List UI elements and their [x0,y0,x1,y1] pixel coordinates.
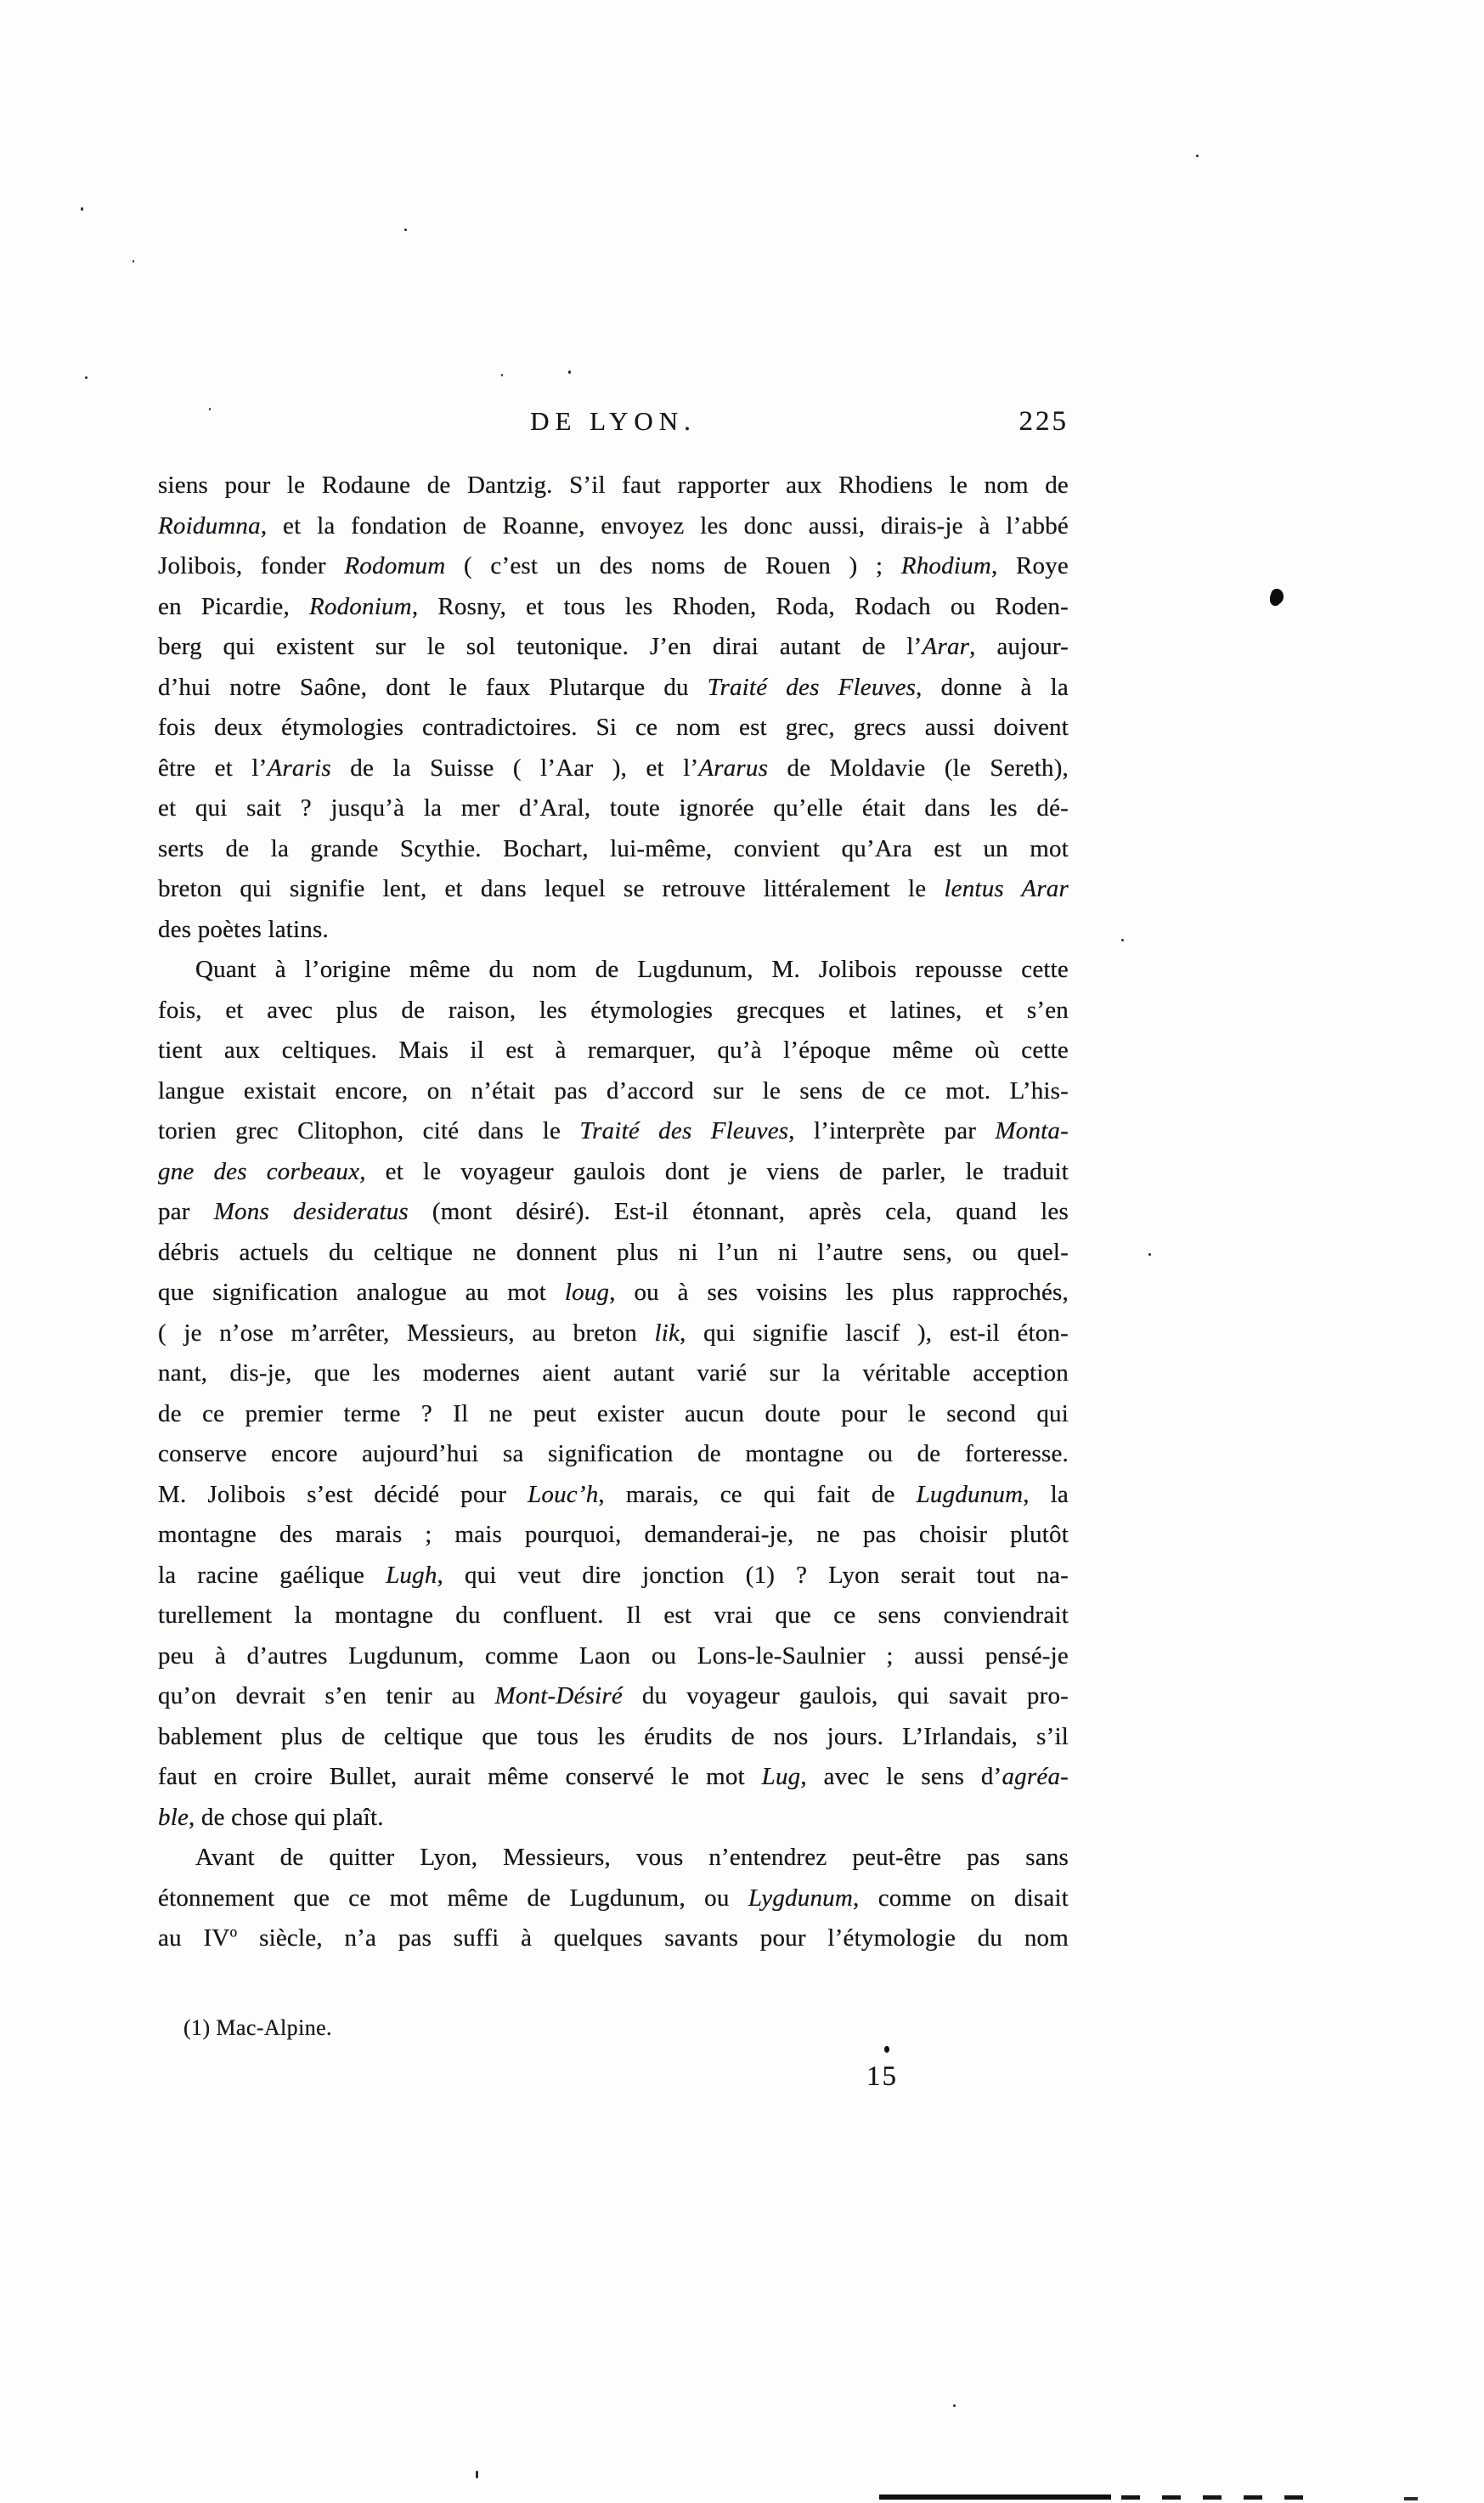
text-segment: , qui veut dire jonction (1) ? Lyon serait tout na- [437,1561,1069,1589]
italic-text: ble [158,1803,189,1831]
italic-text: Lygdunum [748,1884,853,1912]
text-line [158,587,1069,628]
text-segment: qu’on devrait s’en tenir au [158,1682,495,1709]
scan-edge-bar [879,2495,1111,2500]
text-line [158,1394,1069,1435]
text-segment: ( je n’ose m’arrêter, Messieurs, au breton [158,1319,655,1347]
text-segment: , Rosny, et tous les Rhoden, Roda, Rodach ou Roden- [411,592,1069,620]
italic-text: Rhodium [900,552,991,579]
text-line [158,950,1069,991]
italic-text: Arar [922,633,970,660]
footnote: (1) Mac-Alpine. [183,2015,332,2040]
text-segment: Avant de quitter Lyon, Messieurs, vous n’entendrez peut-être pas sans [195,1844,1069,1871]
text-segment: d’hui notre Saône, dont le faux Plutarque du [158,673,708,701]
text-line [158,749,1069,789]
text-line [158,1879,1069,1919]
text-segment: , de chose qui plaît. [189,1803,384,1831]
superscript-text: o [229,1923,238,1941]
scan-speck [404,229,407,231]
text-line [158,1071,1069,1112]
text-segment: torien grec Clitophon, cité dans le [158,1117,580,1144]
text-segment: turellement la montagne du confluent. Il est vrai que ce sens conviendrait [158,1602,1069,1629]
text-segment: , Roye [990,552,1069,579]
text-line [158,1152,1069,1193]
scan-speck [476,2471,478,2478]
text-segment: , et la fondation de Roanne, envoyez les donc aussi, dirais-je à l’abbé [260,511,1069,540]
text-segment: , marais, ce qui fait de [598,1480,917,1508]
text-segment: en Picardie, [158,592,309,620]
scan-speck [1148,1253,1151,1256]
text-block [158,466,1069,1959]
text-segment: , donne à la [916,673,1069,701]
text-segment: par [158,1198,214,1225]
italic-text: Rodomum [344,552,446,579]
text-line [158,1515,1069,1556]
text-line [158,1798,1069,1839]
text-segment: serts de la grande Scythie. Bochart, lui-même, convient qu’Ara est un mot [158,834,1069,862]
text-line [158,1192,1069,1233]
text-segment: nant, dis-je, que les modernes aient autant varié sur la véritable acception [158,1359,1069,1387]
text-segment: Quant à l’origine même du nom de Lugdunum, M. Jolibois repousse cette [195,956,1069,983]
text-segment: et qui sait ? jusqu’à la mer d’Aral, toute ignorée qu’elle était dans les dé- [158,794,1069,822]
scan-speck [85,376,87,379]
text-line [158,1233,1069,1274]
scan-speck [133,260,134,263]
text-segment: au IV [158,1924,230,1952]
text-line [158,1475,1069,1516]
text-line [158,829,1069,870]
text-segment: breton qui signifie lent, et dans lequel se retrouve littéralement le [158,875,945,902]
text-segment: montagne des marais ; mais pourquoi, demanderai-je, ne pas choisir plutôt [158,1521,1069,1548]
scan-edge-bar-dashes [1121,2495,1323,2500]
text-segment: , aujour- [969,633,1069,660]
text-segment: et le voyageur gaulois dont je viens de parler, le traduit [365,1157,1069,1185]
italic-text: Rodonium [308,592,412,620]
italic-text: Mons desideratus [213,1198,409,1225]
page-number: 225 [1018,406,1069,437]
text-segment: Jolibois, fonder [158,552,345,579]
italic-text: lentus Arar [944,875,1069,902]
italic-text: agréa- [1002,1763,1069,1790]
text-line [158,1273,1069,1314]
text-segment: bablement plus de celtique que tous les érudits de nos jours. L’Irlandais, s’il [158,1722,1069,1750]
italic-text: loug [564,1279,610,1306]
scan-speck [501,374,503,376]
ink-dot [884,2046,889,2053]
text-line [158,1314,1069,1354]
text-line [158,1757,1069,1798]
text-segment: , la [1023,1480,1069,1508]
text-segment: du voyageur gaulois, qui savait pro- [622,1682,1069,1709]
italic-text: Monta- [995,1117,1069,1144]
text-segment: , l’interprète par [788,1117,996,1144]
text-segment: fois deux étymologies contradictoires. Si ce nom est grec, grecs aussi doivent [158,714,1069,741]
text-line [158,466,1069,506]
text-line [158,546,1069,587]
text-line [158,1556,1069,1596]
text-segment: (mont désiré). Est-il étonnant, après cela, quand les [408,1198,1069,1225]
text-line [158,1353,1069,1394]
text-segment: de la Suisse ( l’Aar ), et l’ [330,754,699,782]
page-title: DE LYON. [530,406,697,436]
italic-text: Araris [267,754,331,782]
italic-text: Roidumna [158,511,261,540]
text-segment: siècle, n’a pas suffi à quelques savants pour l’étymologie du nom [237,1924,1069,1952]
text-line [158,1596,1069,1636]
italic-text: Traité des Fleuves [579,1117,789,1144]
scan-speck [81,207,83,211]
text-segment: tient aux celtiques. Mais il est à remarquer, qu’à l’époque même où cette [158,1037,1069,1064]
italic-text: Louc’h [528,1480,599,1508]
scan-speck [1121,939,1124,941]
text-segment: ( c’est un des noms de Rouen ) ; [445,552,901,579]
text-line [158,1111,1069,1152]
italic-text: Traité des Fleuves [707,673,917,701]
text-line [158,668,1069,709]
text-segment: la racine gaélique [158,1561,387,1589]
text-segment: faut en croire Bullet, aurait même conservé le mot [158,1763,762,1790]
italic-text: Lugdunum [916,1480,1024,1508]
text-line [158,1676,1069,1717]
text-line [158,1031,1069,1071]
italic-text: Lugh [386,1561,437,1589]
text-segment: débris actuels du celtique ne donnent plus ni l’un ni l’autre sens, ou quel- [158,1238,1069,1266]
text-line [158,991,1069,1031]
text-line [158,1434,1069,1475]
text-segment: fois, et avec plus de raison, les étymologies grecques et latines, et s’en [158,996,1069,1024]
italic-text: gne des corbeaux, [158,1157,366,1185]
text-segment: , avec le sens d’ [800,1763,1002,1790]
scan-speck [953,2404,956,2407]
italic-text: lik [654,1319,680,1347]
text-line [158,1636,1069,1677]
text-segment: conserve encore aujourd’hui sa signification de montagne ou de forteresse. [158,1440,1069,1467]
text-line [158,1717,1069,1758]
italic-text: Lug [761,1763,801,1790]
text-segment: , comme on disait [853,1884,1069,1912]
text-line [158,869,1069,910]
text-segment: des poètes latins. [158,915,329,943]
text-segment: M. Jolibois s’est décidé pour [158,1480,528,1508]
text-line [158,506,1069,547]
text-line [158,788,1069,829]
text-segment: de ce premier terme ? Il ne peut exister aucun doute pour le second qui [158,1399,1069,1427]
scan-speck [568,370,571,374]
text-segment: berg qui existent sur le sol teutonique. J’en dirai autant de l’ [158,633,923,660]
italic-text: Ararus [698,754,769,782]
italic-text: Mont-Désiré [494,1682,623,1709]
signature-mark: 15 [866,2061,898,2092]
text-segment: siens pour le Rodaune de Dantzig. S’il faut rapporter aux Rhodiens le nom de [158,472,1069,499]
text-line [158,1838,1069,1879]
text-line [158,910,1069,951]
text-segment: que signification analogue au mot [158,1279,565,1306]
text-line [158,627,1069,668]
text-segment: langue existait encore, on n’était pas d’accord sur le sens de ce mot. L’his- [158,1076,1069,1105]
text-segment: peu à d’autres Lugdunum, comme Laon ou Lons-le-Saulnier ; aussi pensé-je [158,1641,1069,1670]
text-segment: étonnement que ce mot même de Lugdunum, ou [158,1884,748,1912]
text-segment: de Moldavie (le Sereth), [768,754,1069,782]
ink-blot [1271,589,1284,604]
text-segment: être et l’ [158,754,268,782]
text-segment: , qui signifie lascif ), est-il éton- [680,1319,1069,1347]
scan-edge-bar-tail [1404,2497,1418,2500]
scan-speck [1196,155,1199,157]
running-head [158,406,1069,445]
scan-speck [209,408,211,410]
text-line [158,1918,1069,1959]
text-segment: , ou à ses voisins les plus rapprochés, [609,1279,1069,1306]
text-line [158,708,1069,749]
